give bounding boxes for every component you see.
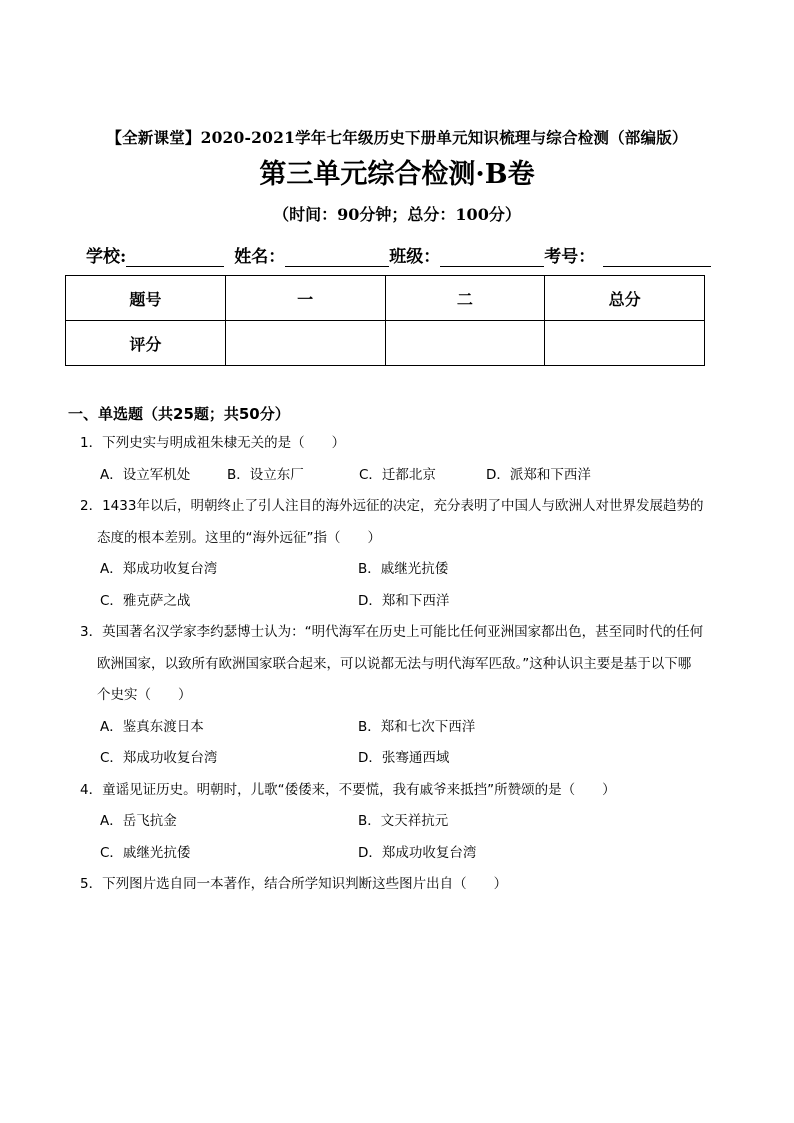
option-row	[80, 554, 730, 586]
page-subtitle: （时间：90分钟；总分：100分）	[273, 205, 521, 224]
option-d[interactable]: D．郑和下西洋	[358, 592, 450, 609]
option-row	[80, 743, 730, 775]
class-label: 班级：	[389, 247, 441, 267]
option-c[interactable]: C．迁都北京	[359, 466, 436, 483]
score-cell[interactable]	[225, 321, 385, 366]
question-text-continued: 欧洲国家，以致所有欧洲国家联合起来，可以说都无法与明代海军匹敌。”这种认识主要是基于以下哪	[97, 655, 692, 672]
question-1	[80, 428, 730, 491]
score-header-cell: 总分	[545, 276, 705, 321]
page-title: 第三单元综合检测·B卷	[259, 159, 535, 190]
question-text-continued: 个史实（ ）	[97, 687, 192, 703]
option-a[interactable]: A．鉴真东渡日本	[100, 718, 204, 735]
question-3	[80, 617, 730, 775]
option-row	[80, 838, 730, 870]
question-2	[80, 491, 730, 617]
option-c[interactable]: C．雅克萨之战	[100, 592, 191, 609]
name-label: 姓名：	[234, 247, 286, 267]
score-header-cell: 题号	[66, 276, 226, 321]
score-table	[65, 275, 705, 366]
option-row	[80, 712, 730, 744]
class-field[interactable]	[440, 248, 544, 267]
school-field[interactable]	[126, 248, 224, 267]
option-a[interactable]: A．岳飞抗金	[100, 813, 177, 829]
score-header-cell: 一	[225, 276, 385, 321]
question-text: 5．下列图片选自同一本著作，结合所学知识判断这些图片出自（ ）	[80, 876, 508, 892]
option-a[interactable]: A．设立军机处	[100, 466, 191, 483]
option-c[interactable]: C．郑成功收复台湾	[100, 750, 218, 766]
option-d[interactable]: D．张骞通西域	[358, 750, 450, 766]
name-field[interactable]	[285, 248, 389, 267]
option-d[interactable]: D．派郑和下西洋	[486, 466, 591, 483]
section-title: 一、单选题（共25题；共50分）	[68, 405, 290, 423]
question-text-continued: 态度的根本差别。这里的“海外远征”指（ ）	[97, 529, 381, 546]
score-table-header-row	[66, 276, 705, 321]
exam-no-label: 考号：	[544, 247, 596, 267]
series-header: 【全新课堂】2020-2021学年七年级历史下册单元知识梳理与综合检测（部编版）	[106, 128, 688, 147]
option-row	[80, 460, 730, 492]
question-text: 4．童谣见证历史。明朝时，儿歌“倭倭来，不要慌，我有戚爷来抵挡”所赞颂的是（ ）	[80, 781, 616, 798]
exam-no-field[interactable]	[603, 248, 711, 267]
option-a[interactable]: A．郑成功收复台湾	[100, 561, 218, 577]
option-row	[80, 806, 730, 838]
school-label: 学校:	[86, 247, 127, 267]
option-b[interactable]: B．郑和七次下西洋	[358, 718, 476, 735]
question-4	[80, 775, 730, 870]
question-text: 3．英国著名汉学家李约瑟博士认为：“明代海军在历史上可能比任何亚洲国家都出色，甚至同时代的任何	[80, 624, 704, 640]
option-row	[80, 586, 730, 618]
student-info-row	[86, 242, 726, 267]
question-list	[80, 428, 730, 901]
option-d[interactable]: D．郑成功收复台湾	[358, 844, 477, 861]
question-text: 1．下列史实与明成祖朱棣无关的是（ ）	[80, 435, 346, 451]
score-row-label: 评分	[66, 321, 226, 366]
score-table-score-row	[66, 321, 705, 366]
score-header-cell: 二	[385, 276, 545, 321]
score-cell[interactable]	[545, 321, 705, 366]
option-c[interactable]: C．戚继光抗倭	[100, 844, 191, 861]
question-text: 2．1433年以后，明朝终止了引人注目的海外远征的决定，充分表明了中国人与欧洲人对世界发展趋势的	[80, 498, 704, 514]
option-b[interactable]: B．文天祥抗元	[358, 813, 449, 829]
option-b[interactable]: B．戚继光抗倭	[358, 561, 449, 577]
score-cell[interactable]	[385, 321, 545, 366]
question-5	[80, 869, 730, 901]
option-b[interactable]: B．设立东厂	[227, 466, 304, 483]
